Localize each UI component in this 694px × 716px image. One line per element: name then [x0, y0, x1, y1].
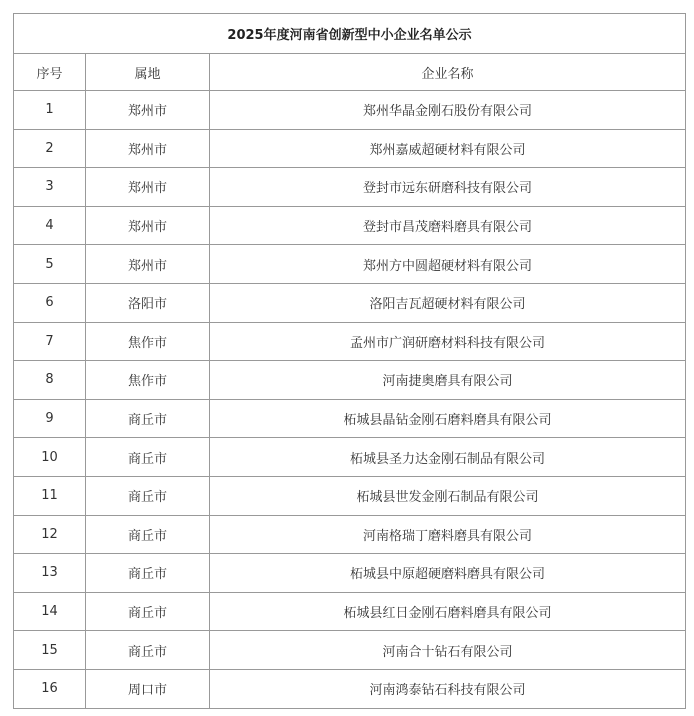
row-region: 商丘市	[86, 592, 210, 631]
row-serial-number: 2	[14, 129, 86, 168]
row-region: 商丘市	[86, 554, 210, 593]
row-region: 郑州市	[86, 129, 210, 168]
row-serial-number: 7	[14, 322, 86, 361]
row-company-name: 郑州华晶金刚石股份有限公司	[210, 91, 686, 130]
row-serial-number: 15	[14, 631, 86, 670]
row-serial-number: 6	[14, 283, 86, 322]
row-company-name: 河南鸿泰钻石科技有限公司	[210, 669, 686, 708]
table-row	[14, 399, 686, 438]
table-header-row	[14, 54, 686, 91]
row-company-name: 郑州方中圆超硬材料有限公司	[210, 245, 686, 284]
row-serial-number: 13	[14, 554, 86, 593]
row-region: 商丘市	[86, 631, 210, 670]
table-row	[14, 206, 686, 245]
row-region: 商丘市	[86, 476, 210, 515]
company-list-container	[13, 13, 686, 709]
row-region: 郑州市	[86, 168, 210, 207]
table-row	[14, 129, 686, 168]
row-serial-number: 4	[14, 206, 86, 245]
table-row	[14, 515, 686, 554]
row-serial-number: 9	[14, 399, 86, 438]
table-title: 2025年度河南省创新型中小企业名单公示	[14, 14, 686, 54]
row-company-name: 柘城县中原超硬磨料磨具有限公司	[210, 554, 686, 593]
header-company-name: 企业名称	[210, 54, 686, 91]
row-serial-number: 1	[14, 91, 86, 130]
row-region: 焦作市	[86, 361, 210, 400]
row-serial-number: 3	[14, 168, 86, 207]
table-row	[14, 476, 686, 515]
row-company-name: 柘城县红日金刚石磨料磨具有限公司	[210, 592, 686, 631]
row-region: 郑州市	[86, 206, 210, 245]
table-row	[14, 554, 686, 593]
table-row	[14, 438, 686, 477]
row-region: 商丘市	[86, 399, 210, 438]
table-row	[14, 322, 686, 361]
table-row	[14, 245, 686, 284]
table-row	[14, 631, 686, 670]
table-row	[14, 361, 686, 400]
row-serial-number: 11	[14, 476, 86, 515]
row-company-name: 郑州嘉威超硬材料有限公司	[210, 129, 686, 168]
row-region: 周口市	[86, 669, 210, 708]
row-company-name: 登封市昌茂磨料磨具有限公司	[210, 206, 686, 245]
table-row	[14, 669, 686, 708]
row-region: 焦作市	[86, 322, 210, 361]
row-region: 洛阳市	[86, 283, 210, 322]
table-title-row	[14, 14, 686, 54]
row-company-name: 柘城县世发金刚石制品有限公司	[210, 476, 686, 515]
row-serial-number: 8	[14, 361, 86, 400]
row-region: 商丘市	[86, 438, 210, 477]
row-company-name: 登封市远东研磨科技有限公司	[210, 168, 686, 207]
row-serial-number: 10	[14, 438, 86, 477]
table-row	[14, 283, 686, 322]
row-serial-number: 14	[14, 592, 86, 631]
row-region: 商丘市	[86, 515, 210, 554]
row-company-name: 洛阳吉瓦超硬材料有限公司	[210, 283, 686, 322]
header-serial-number: 序号	[14, 54, 86, 91]
row-serial-number: 5	[14, 245, 86, 284]
company-list-table	[13, 13, 686, 709]
header-region: 属地	[86, 54, 210, 91]
row-company-name: 河南捷奥磨具有限公司	[210, 361, 686, 400]
row-serial-number: 16	[14, 669, 86, 708]
row-company-name: 河南格瑞丁磨料磨具有限公司	[210, 515, 686, 554]
row-serial-number: 12	[14, 515, 86, 554]
table-row	[14, 91, 686, 130]
row-region: 郑州市	[86, 245, 210, 284]
row-company-name: 柘城县圣力达金刚石制品有限公司	[210, 438, 686, 477]
row-company-name: 孟州市广润研磨材料科技有限公司	[210, 322, 686, 361]
table-row	[14, 168, 686, 207]
row-company-name: 柘城县晶钻金刚石磨料磨具有限公司	[210, 399, 686, 438]
row-company-name: 河南合十钻石有限公司	[210, 631, 686, 670]
row-region: 郑州市	[86, 91, 210, 130]
table-row	[14, 592, 686, 631]
